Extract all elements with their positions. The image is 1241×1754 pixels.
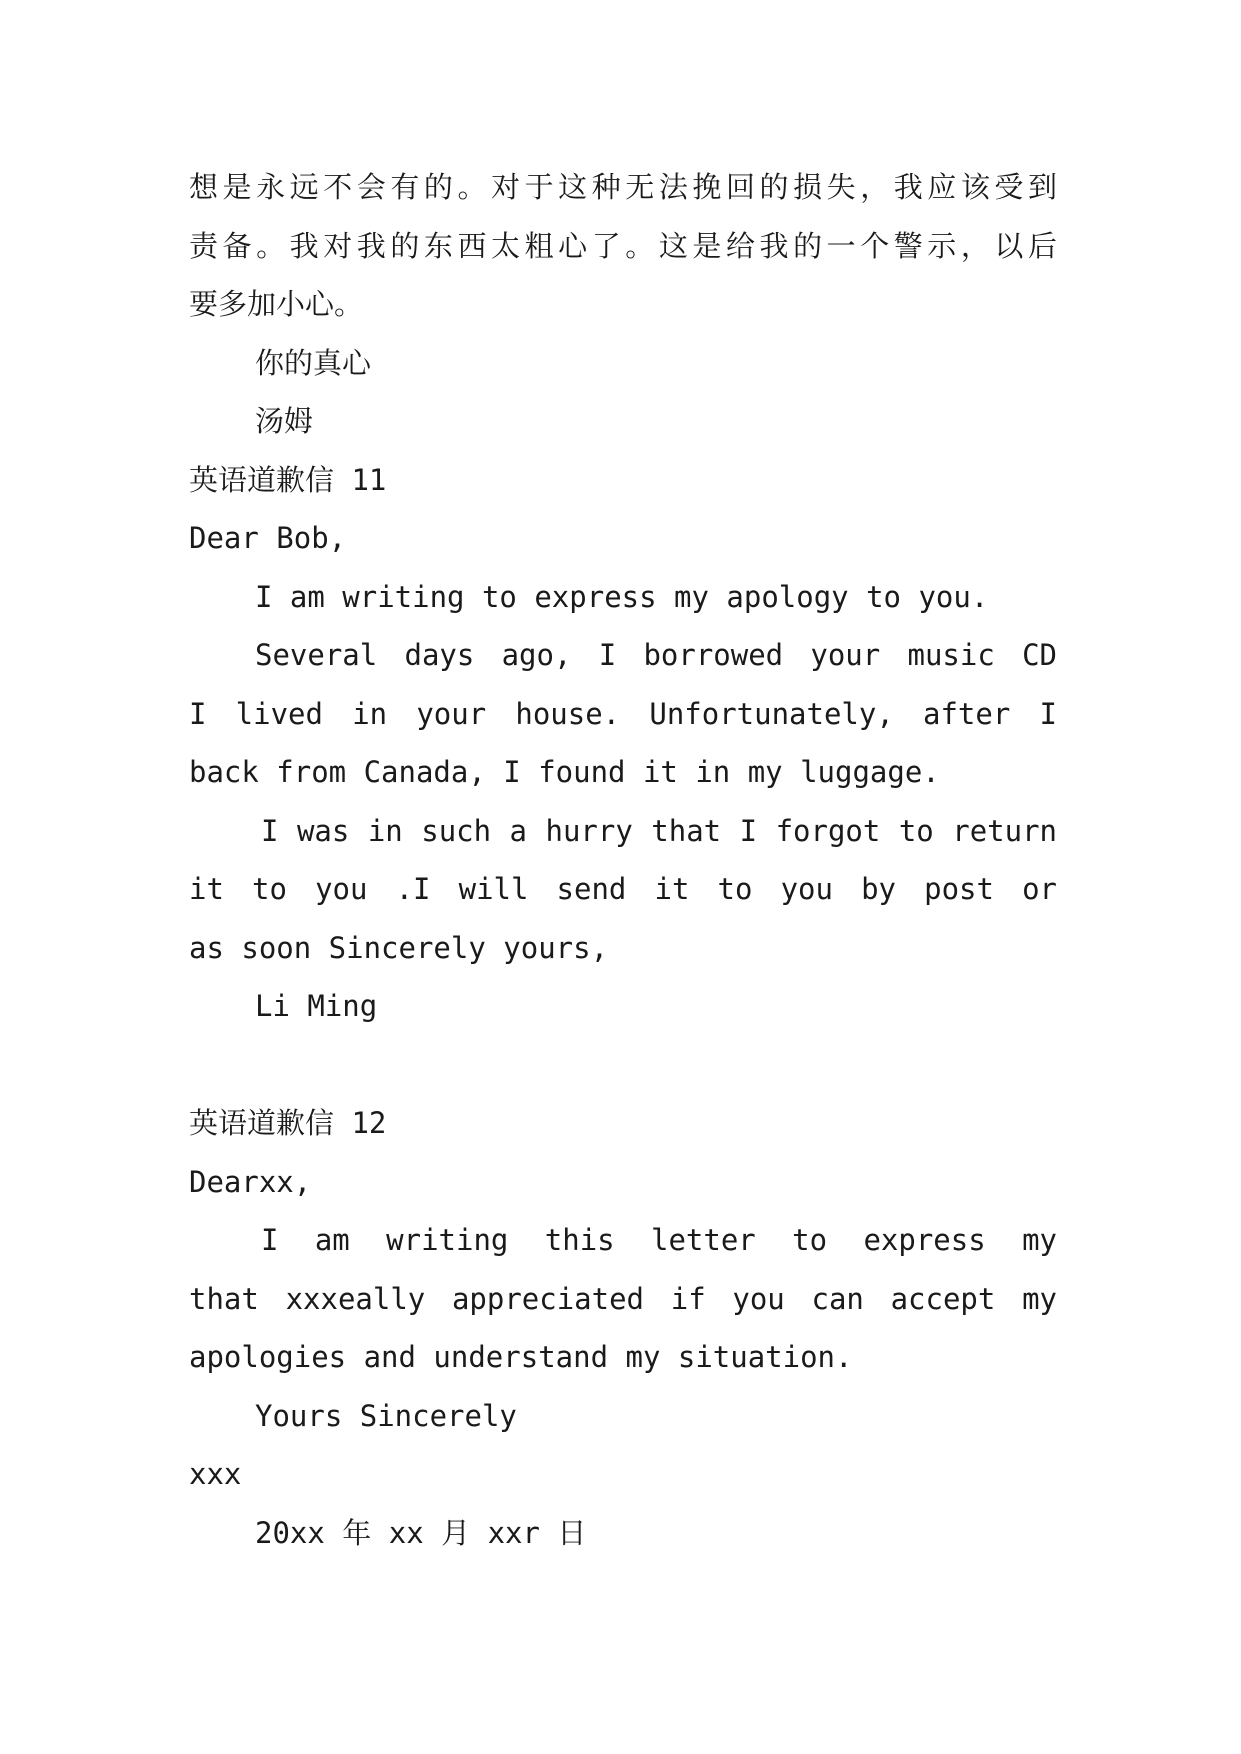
body-text-line: 想是永远不会有的。对于这种无法挽回的损失，我应该受到	[189, 170, 1057, 204]
letter-signature: xxx	[189, 1457, 242, 1491]
letter-date: 20xx 年 xx 月 xxr 日	[255, 1515, 587, 1550]
blank-line	[189, 1036, 1057, 1095]
body-text-line: 要多加小心。	[189, 287, 364, 321]
body-text-line: Several days ago, I borrowed your music CD	[255, 638, 1057, 672]
letter-signature: 汤姆	[255, 404, 314, 438]
body-text-line: as soon Sincerely yours,	[189, 930, 609, 965]
body-text-line: I am writing to express my apology to you.	[255, 579, 989, 614]
body-text-line: apologies and understand my situation.	[189, 1340, 853, 1374]
body-text-line: it to you .I will send it to you by post or	[189, 872, 1057, 906]
letter-closing: 你的真心	[255, 345, 372, 380]
letter-salutation: Dearxx,	[189, 1164, 312, 1199]
body-text-line: I am writing this letter to express my	[261, 1223, 1057, 1257]
body-text-line: I lived in your house. Unfortunately, after I	[189, 696, 1057, 731]
body-text-line: I was in such a hurry that I forgot to return	[261, 813, 1057, 848]
body-text-line: 责备。我对我的东西太粗心了。这是给我的一个警示，以后	[189, 228, 1057, 263]
document-body	[189, 158, 1057, 1562]
body-text-line: that xxxeally appreciated if you can accept my	[189, 1281, 1057, 1316]
letter-salutation: Dear Bob,	[189, 521, 347, 555]
letter-signature: Li Ming	[255, 989, 378, 1023]
section-heading: 英语道歉信 12	[189, 1106, 387, 1140]
letter-closing: Yours Sincerely	[255, 1398, 517, 1433]
section-heading: 英语道歉信 11	[189, 462, 387, 497]
body-text-line: back from Canada, I found it in my luggage.	[189, 755, 940, 789]
